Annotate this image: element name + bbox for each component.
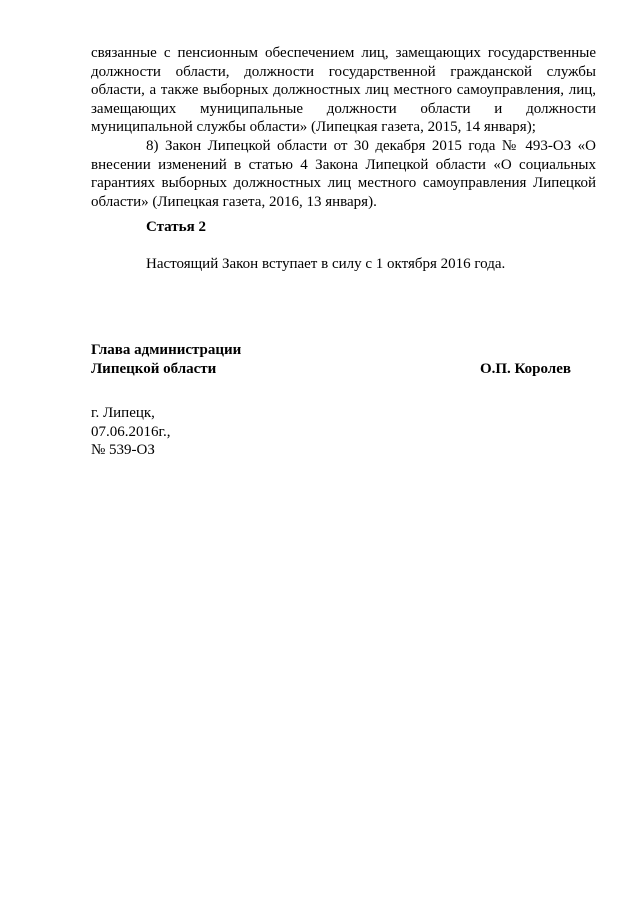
law-number: № 539-ОЗ [91, 442, 155, 459]
article-heading: Статья 2 [146, 219, 206, 235]
signature-title-row-1 [91, 341, 571, 360]
signatory-name: О.П. Королев [479, 360, 571, 377]
signature-title-line-2: Липецкой области [91, 360, 217, 377]
date: 07.06.2016г., [91, 423, 171, 440]
document-meta [91, 404, 170, 460]
article-text: Настоящий Закон вступает в силу с 1 октября 2016 года. [146, 256, 506, 272]
place: г. Липецк, [91, 405, 155, 421]
paragraph-item-8: 8) Закон Липецкой области от 30 декабря 2015 года № 493-ОЗ «О внесении изменений в статью 4 Закона Липецкой области «О социальных гарантиях выборных должностных лиц местного самоуправления Липецкой области» (Липецкая газета, 2016, 13 января). [91, 138, 596, 210]
signature-title-row-2 [91, 360, 571, 379]
paragraph-continuation: связанные с пенсионным обеспечением лиц, замещающих государственные должности области, должности государственной гражданской службы области, а также выборных должностных лиц местного самоуправления, лиц, замещающих муниципальные должности области и должности муниципальной службы области» (Липецкая газета, 2015, 14 января); [91, 45, 596, 136]
signature-block [91, 341, 571, 378]
signature-title-line-1: Глава администрации [91, 342, 242, 358]
